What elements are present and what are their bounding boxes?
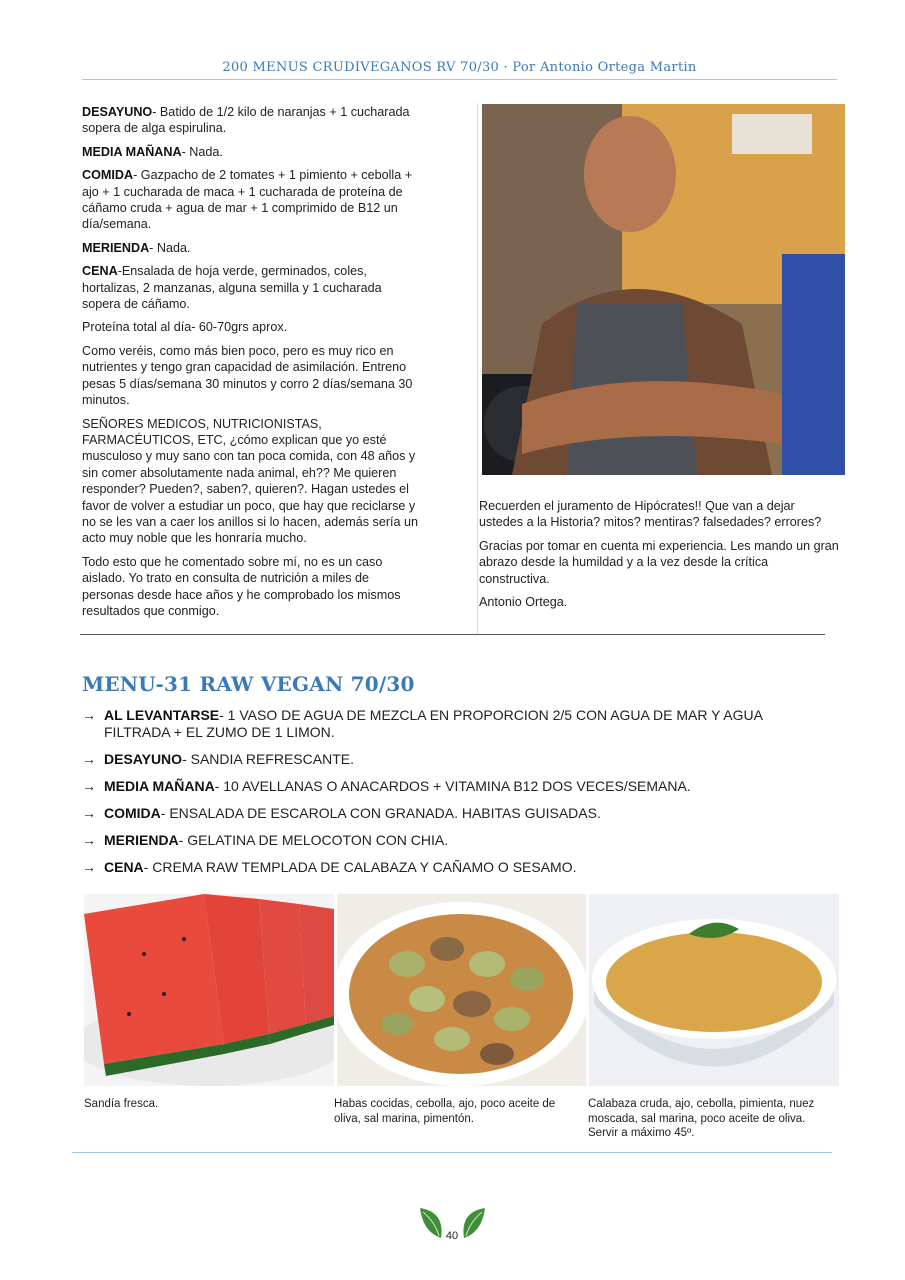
label-comida: COMIDA — [82, 168, 134, 183]
paragraph-caso: Todo esto que he comentado sobre mí, no es un caso aislado. Yo trato en consulta de nutrición a miles de personas desde hace años y he comprobado los mismos resultados que conmigo. — [82, 554, 401, 618]
paragraph-entreno: Como veréis, como más bien poco, pero es muy rico en nutrientes y tengo gran capacidad de asimilación. Entreno pesas 5 días/semana 30 minutos y corro 2 días/semana 30 minutos. — [82, 343, 413, 408]
menu-label: DESAYUNO — [104, 751, 183, 767]
paragraph-senores: SEÑORES MEDICOS, NUTRICIONISTAS, FARMACÉUTICOS, ETC, ¿cómo explican que yo esté musculoso y muy sano con tan poca comida, con 48 años y sin comer absolutamente nada animal, eh?? Me quieren responder? Pueden?, saben?, quieren?. Hagan ustedes el favor de volver a estudiar un poco, que hay que reciclarse y no se les van a caer los anillos si lo hacen, además sería un acto muy noble que les honraría mucho. — [82, 416, 419, 546]
label-cena: CENA — [82, 264, 118, 279]
menu-text: - CREMA RAW TEMPLADA DE CALABAZA Y CAÑAMO O SESAMO. — [143, 859, 577, 875]
menu-label: CENA — [104, 859, 144, 875]
text-media-manana: - Nada. — [181, 144, 223, 159]
habas-illustration — [337, 894, 586, 1086]
crema-illustration — [589, 894, 839, 1086]
menu-text: - SANDIA REFRESCANTE. — [182, 751, 354, 767]
photo-habas — [337, 894, 586, 1086]
caption-crema: Calabaza cruda, ajo, cebolla, pimienta, nuez moscada, sal marina, poco aceite de oliva. Servir a máximo 45º. — [588, 1098, 815, 1139]
list-item — [82, 707, 802, 741]
menu-title: MENU-31 RAW VEGAN 70/30 — [82, 672, 415, 696]
section-rule — [80, 634, 825, 635]
arrow-icon: → — [82, 859, 96, 875]
menu-label: MERIENDA — [104, 832, 179, 848]
text-desayuno: - Batido de 1/2 kilo de naranjas + 1 cucharada sopera de alga espirulina. — [82, 105, 410, 136]
list-item — [82, 859, 802, 876]
list-item — [82, 832, 802, 849]
menu-label: AL LEVANTARSE — [104, 707, 220, 723]
paragraph-gracias: Gracias por tomar en cuenta mi experiencia. Les mando un gran abrazo desde la humildad y a la vez desde la crítica constructiva. — [479, 538, 839, 586]
paragraph-hipocrates: Recuerden el juramento de Hipócrates!! Que van a dejar ustedes a la Historia? mitos? mentiras? falsedades? errores? — [479, 499, 822, 530]
caption-habas: Habas cocidas, cebolla, ajo, poco aceite de oliva, sal marina, pimentón. — [334, 1098, 556, 1125]
paragraph-cena — [82, 263, 422, 312]
list-item — [82, 778, 802, 795]
author-photo-illustration — [482, 104, 845, 475]
photo-author — [482, 104, 845, 475]
paragraph-media-manana — [82, 144, 422, 160]
label-media-manana: MEDIA MAÑANA — [82, 144, 182, 159]
page-number: 40 — [445, 1230, 459, 1242]
paragraph-merienda — [82, 240, 422, 256]
menu-label: MEDIA MAÑANA — [104, 778, 215, 794]
photo-watermelon — [84, 894, 334, 1086]
menu-text: - ENSALADA DE ESCAROLA CON GRANADA. HABITAS GUISADAS. — [160, 805, 601, 821]
photo-crema-calabaza — [589, 894, 839, 1086]
menu-list — [82, 707, 802, 886]
header-rule — [82, 79, 837, 80]
text-merienda: - Nada. — [149, 240, 191, 255]
menu-text: - 1 VASO DE AGUA DE MEZCLA EN PROPORCION 2/5 CON AGUA DE MAR Y AGUA FILTRADA + EL ZUMO DE 1 LIMON. — [104, 707, 763, 740]
list-item — [82, 751, 802, 768]
right-column — [479, 498, 839, 617]
text-comida: - Gazpacho de 2 tomates + 1 pimiento + cebolla + ajo + 1 cucharada de maca + 1 cucharada de proteína de cáñamo cruda + agua de mar + 1 comprimido de B12 un día/semana. — [82, 168, 413, 232]
arrow-icon: → — [82, 751, 96, 767]
paragraph-proteina: Proteína total al día- 60-70grs aprox. — [82, 320, 288, 335]
menu-label: COMIDA — [104, 805, 161, 821]
footer-rule — [72, 1152, 832, 1153]
left-column — [82, 104, 422, 626]
arrow-icon: → — [82, 832, 96, 848]
paragraph-signature: Antonio Ortega. — [479, 595, 568, 610]
column-divider — [477, 103, 478, 634]
menu-text: - GELATINA DE MELOCOTON CON CHIA. — [178, 832, 449, 848]
caption-watermelon: Sandía fresca. — [84, 1098, 159, 1110]
arrow-icon: → — [82, 707, 96, 723]
running-header: 200 MENUS CRUDIVEGANOS RV 70/30 · Por Antonio Ortega Martin — [222, 60, 697, 75]
label-desayuno: DESAYUNO — [82, 105, 153, 119]
watermelon-illustration — [84, 894, 334, 1086]
paragraph-desayuno — [82, 104, 422, 137]
arrow-icon: → — [82, 805, 96, 821]
label-merienda: MERIENDA — [82, 240, 150, 255]
arrow-icon: → — [82, 778, 96, 794]
menu-text: - 10 AVELLANAS O ANACARDOS + VITAMINA B12 DOS VECES/SEMANA. — [214, 778, 691, 794]
paragraph-comida — [82, 167, 422, 233]
list-item — [82, 805, 802, 822]
text-cena: -Ensalada de hoja verde, germinados, coles, hortalizas, 2 manzanas, alguna semilla y 1 cucharada sopera de cáñamo. — [82, 264, 382, 312]
